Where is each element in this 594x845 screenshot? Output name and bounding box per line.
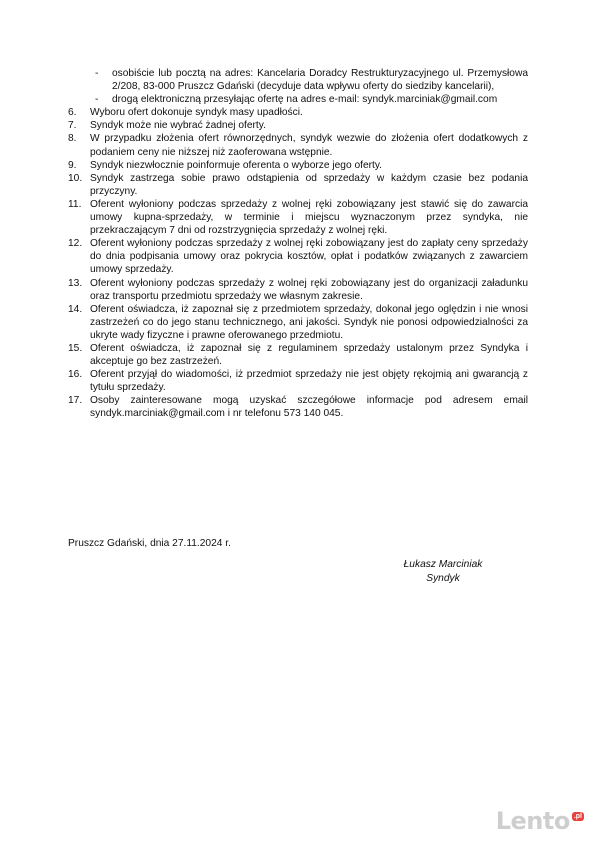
item-number: 15. xyxy=(68,342,83,354)
list-item-text: Osoby zainteresowane mogą uzyskać szczegółowe informacje pod adresem email syndyk.marciniak@gmail.com i nr telefonu 573 140 045. xyxy=(90,395,528,420)
list-item xyxy=(68,172,528,198)
dash-marker: - xyxy=(95,68,99,79)
list-item-text: Oferent przyjął do wiadomości, iż przedmiot sprzedaży nie jest objęty rękojmią ani gwarancją z tytułu sprzedaży. xyxy=(90,369,528,394)
item-number: 8. xyxy=(68,133,77,145)
signatory-role: Syndyk xyxy=(426,572,460,584)
conditions-list xyxy=(68,67,528,421)
list-item-text: Syndyk zastrzega sobie prawo odstąpienia od sprzedaży w każdym czasie bez podania przyczyny. xyxy=(90,172,528,197)
list-item xyxy=(68,198,528,237)
list-item xyxy=(68,106,528,119)
list-item-text: Syndyk niezwłocznie poinformuje oferenta o wyborze jego oferty. xyxy=(90,159,383,171)
item-number: 9. xyxy=(68,159,77,171)
list-item xyxy=(68,237,528,276)
list-item-text: osobiście lub pocztą na adres: Kancelaria Doradcy Restrukturyzacyjnego ul. Przemysłowa 2/208, 83-000 Pruszcz Gdański (decyduje data wpływu oferty do siedziby kancelarii), xyxy=(112,68,528,93)
list-item xyxy=(68,342,528,368)
list-item xyxy=(68,394,528,420)
item-number: 11. xyxy=(68,198,82,210)
item-number: 14. xyxy=(68,303,83,315)
item-number: 6. xyxy=(68,107,77,119)
list-item xyxy=(68,303,528,342)
item-number: 10. xyxy=(68,172,83,184)
list-item-text: Oferent wyłoniony podczas sprzedaży z wolnej ręki zobowiązany jest do zapłaty ceny sprzedaży do dnia podpisania umowy oraz pokrycia kosztów, opłat i podatków związanych z zawarciem umowy sprzedaży. xyxy=(90,238,528,276)
list-item xyxy=(68,132,528,158)
list-item-text: Oferent wyłoniony podczas sprzedaży z wolnej ręki zobowiązany jest do organizacji załadunku oraz transportu przedmiotu sprzedaży we własnym zakresie. xyxy=(90,277,528,302)
place-and-date: Pruszcz Gdański, dnia 27.11.2024 r. xyxy=(68,538,231,549)
signatory-name: Łukasz Marciniak xyxy=(403,559,483,570)
list-item xyxy=(68,93,528,106)
watermark-badge: .pl xyxy=(573,812,582,820)
list-item-text: Syndyk może nie wybrać żadnej oferty. xyxy=(90,120,266,132)
item-number: 16. xyxy=(68,369,83,381)
list-item xyxy=(68,119,528,132)
list-item-text: Wyboru ofert dokonuje syndyk masy upadłości. xyxy=(90,107,303,119)
item-number: 17. xyxy=(68,395,83,407)
list-item-text: W przypadku złożenia ofert równorzędnych, syndyk wezwie do złożenia ofert dodatkowych z podaniem ceny nie niższej niż zaoferowana wstępnie. xyxy=(90,133,528,158)
list-item xyxy=(68,277,528,303)
lento-watermark xyxy=(496,807,584,835)
list-item xyxy=(68,159,528,172)
signature-block xyxy=(398,558,488,585)
list-item-text: Oferent oświadcza, iż zapoznał się z regulaminem sprzedaży ustalonym przez Syndyka i akceptuje go bez zastrzeżeń. xyxy=(90,342,528,368)
watermark-logo-text: Lento xyxy=(495,807,570,835)
list-item-text: drogą elektroniczną przesyłając ofertę na adres e-mail: syndyk.marciniak@gmail.com xyxy=(112,94,498,106)
item-number: 13. xyxy=(68,277,83,289)
item-number: 7. xyxy=(68,120,77,132)
dash-marker: - xyxy=(95,94,99,106)
list-item-text: Oferent wyłoniony podczas sprzedaży z wolnej ręki zobowiązany jest stawić się do zawarcia umowy kupna-sprzedaży, w terminie i miejscu wyznaczonym przez syndyka, nie przekraczającym 7 dni od rozstrzygnięcia sprzedaży z wolnej ręki. xyxy=(90,198,528,237)
list-item xyxy=(68,368,528,394)
list-item xyxy=(68,67,528,93)
list-item-text: Oferent oświadcza, iż zapoznał się z przedmiotem sprzedaży, dokonał jego oględzin i nie wnosi zastrzeżeń co do jego stanu technicznego, ani jakości. Syndyk nie ponosi odpowiedzialności za ukryte wady fizyczne i prawne oferowanego przedmiotu. xyxy=(90,303,528,341)
item-number: 12. xyxy=(68,238,83,250)
